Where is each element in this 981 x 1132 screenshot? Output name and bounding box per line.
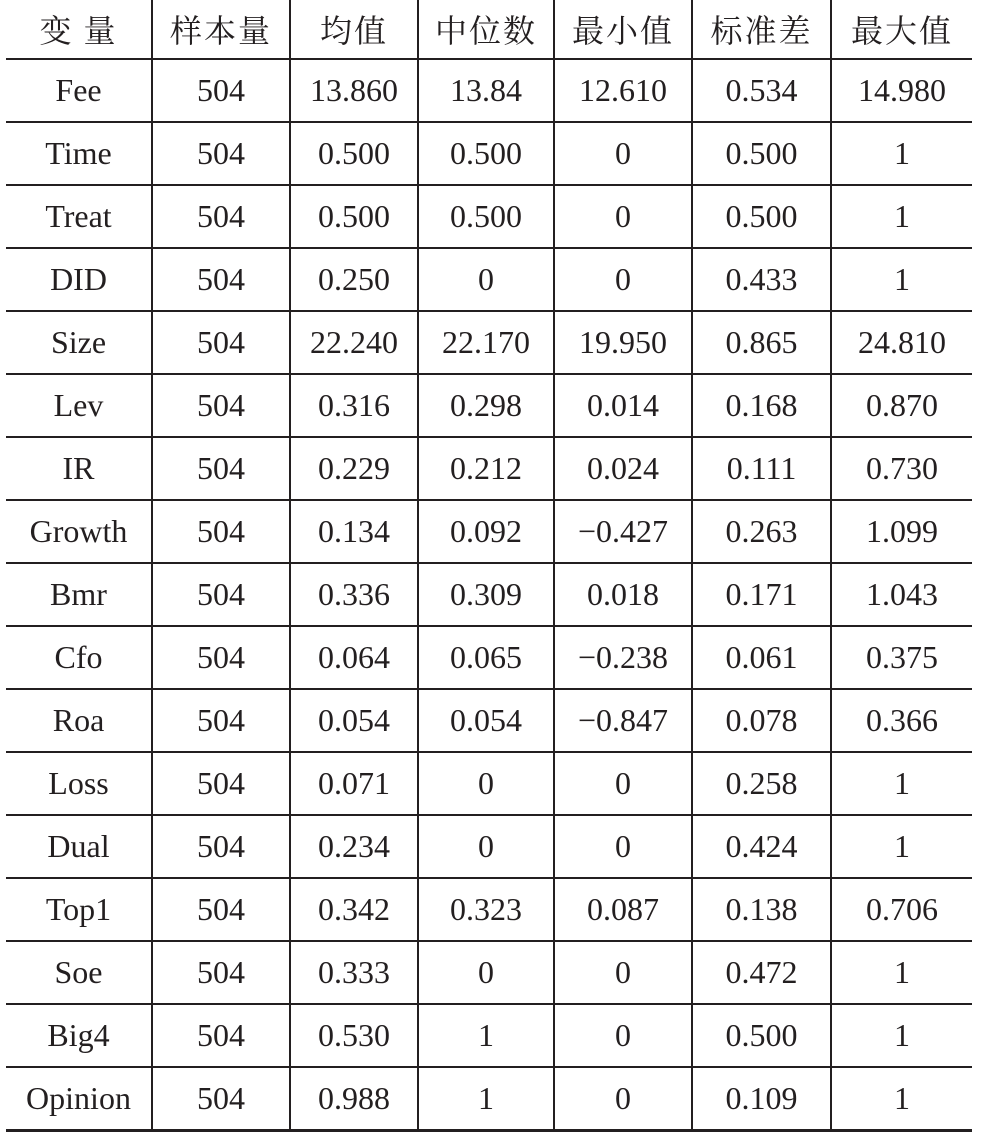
cell-min: 0 [554,815,692,878]
cell-max: 0.706 [831,878,972,941]
cell-sample-size: 504 [152,689,290,752]
cell-mean: 0.134 [290,500,418,563]
cell-min: 0 [554,248,692,311]
cell-variable: DID [6,248,152,311]
cell-sample-size: 504 [152,563,290,626]
cell-std: 0.138 [692,878,831,941]
cell-min: 0 [554,1004,692,1067]
cell-mean: 0.342 [290,878,418,941]
cell-variable: IR [6,437,152,500]
cell-min: 0.018 [554,563,692,626]
cell-std: 0.263 [692,500,831,563]
cell-variable: Treat [6,185,152,248]
cell-sample-size: 504 [152,1004,290,1067]
table-row [6,374,972,437]
cell-max: 14.980 [831,59,972,122]
cell-min: 19.950 [554,311,692,374]
cell-min: −0.238 [554,626,692,689]
cell-mean: 0.530 [290,1004,418,1067]
header-max: 最大值 [831,0,972,59]
table-row [6,59,972,122]
cell-variable: Bmr [6,563,152,626]
header-median: 中位数 [418,0,554,59]
cell-min: 0 [554,122,692,185]
cell-max: 0.375 [831,626,972,689]
cell-median: 0 [418,941,554,1004]
cell-mean: 0.500 [290,185,418,248]
cell-sample-size: 504 [152,437,290,500]
cell-median: 0.298 [418,374,554,437]
cell-sample-size: 504 [152,59,290,122]
cell-max: 24.810 [831,311,972,374]
table-row [6,941,972,1004]
table-row [6,752,972,815]
header-sample-size: 样本量 [152,0,290,59]
cell-std: 0.258 [692,752,831,815]
cell-median: 1 [418,1067,554,1131]
table-row [6,878,972,941]
cell-max: 1 [831,941,972,1004]
cell-median: 1 [418,1004,554,1067]
cell-std: 0.109 [692,1067,831,1131]
cell-median: 0.309 [418,563,554,626]
cell-max: 1 [831,815,972,878]
header-mean: 均值 [290,0,418,59]
cell-median: 0.323 [418,878,554,941]
cell-mean: 0.234 [290,815,418,878]
cell-mean: 0.336 [290,563,418,626]
cell-min: −0.427 [554,500,692,563]
cell-mean: 0.064 [290,626,418,689]
cell-variable: Opinion [6,1067,152,1131]
cell-median: 0.500 [418,122,554,185]
cell-std: 0.168 [692,374,831,437]
cell-variable: Fee [6,59,152,122]
cell-max: 1 [831,122,972,185]
cell-sample-size: 504 [152,122,290,185]
cell-median: 0.092 [418,500,554,563]
cell-min: 0.087 [554,878,692,941]
cell-min: −0.847 [554,689,692,752]
cell-std: 0.433 [692,248,831,311]
header-row [6,0,972,59]
cell-std: 0.500 [692,1004,831,1067]
cell-median: 13.84 [418,59,554,122]
cell-max: 0.730 [831,437,972,500]
cell-sample-size: 504 [152,248,290,311]
header-std: 标准差 [692,0,831,59]
cell-mean: 0.250 [290,248,418,311]
table-row [6,500,972,563]
cell-max: 0.366 [831,689,972,752]
cell-min: 0 [554,941,692,1004]
cell-variable: Time [6,122,152,185]
cell-max: 1 [831,752,972,815]
cell-sample-size: 504 [152,374,290,437]
cell-min: 0 [554,1067,692,1131]
cell-std: 0.061 [692,626,831,689]
cell-std: 0.111 [692,437,831,500]
cell-mean: 0.316 [290,374,418,437]
cell-max: 1 [831,248,972,311]
table-row [6,185,972,248]
cell-variable: Loss [6,752,152,815]
table-row [6,689,972,752]
cell-variable: Lev [6,374,152,437]
table-row [6,563,972,626]
cell-sample-size: 504 [152,1067,290,1131]
cell-min: 0 [554,752,692,815]
cell-sample-size: 504 [152,185,290,248]
cell-max: 1.099 [831,500,972,563]
cell-min: 0.024 [554,437,692,500]
cell-max: 1.043 [831,563,972,626]
cell-variable: Big4 [6,1004,152,1067]
cell-median: 0 [418,248,554,311]
cell-mean: 13.860 [290,59,418,122]
cell-mean: 0.988 [290,1067,418,1131]
cell-variable: Top1 [6,878,152,941]
cell-std: 0.472 [692,941,831,1004]
table-row [6,1004,972,1067]
cell-mean: 0.500 [290,122,418,185]
cell-median: 0 [418,752,554,815]
cell-min: 0.014 [554,374,692,437]
table-row [6,1067,972,1131]
table-body [6,59,972,1131]
cell-sample-size: 504 [152,878,290,941]
cell-variable: Roa [6,689,152,752]
cell-sample-size: 504 [152,311,290,374]
cell-max: 0.870 [831,374,972,437]
cell-variable: Cfo [6,626,152,689]
cell-std: 0.500 [692,122,831,185]
cell-mean: 0.054 [290,689,418,752]
cell-std: 0.500 [692,185,831,248]
cell-std: 0.534 [692,59,831,122]
cell-sample-size: 504 [152,815,290,878]
table-row [6,311,972,374]
descriptive-statistics-table [6,0,972,1132]
table-row [6,437,972,500]
cell-variable: Soe [6,941,152,1004]
cell-mean: 0.229 [290,437,418,500]
cell-std: 0.078 [692,689,831,752]
cell-median: 0.212 [418,437,554,500]
cell-variable: Dual [6,815,152,878]
cell-sample-size: 504 [152,500,290,563]
table-row [6,626,972,689]
table-row [6,122,972,185]
header-min: 最小值 [554,0,692,59]
cell-variable: Growth [6,500,152,563]
cell-min: 0 [554,185,692,248]
cell-std: 0.171 [692,563,831,626]
cell-sample-size: 504 [152,752,290,815]
cell-mean: 0.333 [290,941,418,1004]
cell-median: 0 [418,815,554,878]
cell-sample-size: 504 [152,941,290,1004]
table-header [6,0,972,59]
cell-median: 0.054 [418,689,554,752]
cell-mean: 0.071 [290,752,418,815]
table-row [6,248,972,311]
cell-max: 1 [831,1067,972,1131]
header-variable: 变 量 [6,0,152,59]
cell-max: 1 [831,185,972,248]
cell-mean: 22.240 [290,311,418,374]
cell-max: 1 [831,1004,972,1067]
cell-sample-size: 504 [152,626,290,689]
cell-median: 0.500 [418,185,554,248]
cell-std: 0.865 [692,311,831,374]
cell-std: 0.424 [692,815,831,878]
table-row [6,815,972,878]
cell-variable: Size [6,311,152,374]
cell-median: 22.170 [418,311,554,374]
cell-median: 0.065 [418,626,554,689]
cell-min: 12.610 [554,59,692,122]
